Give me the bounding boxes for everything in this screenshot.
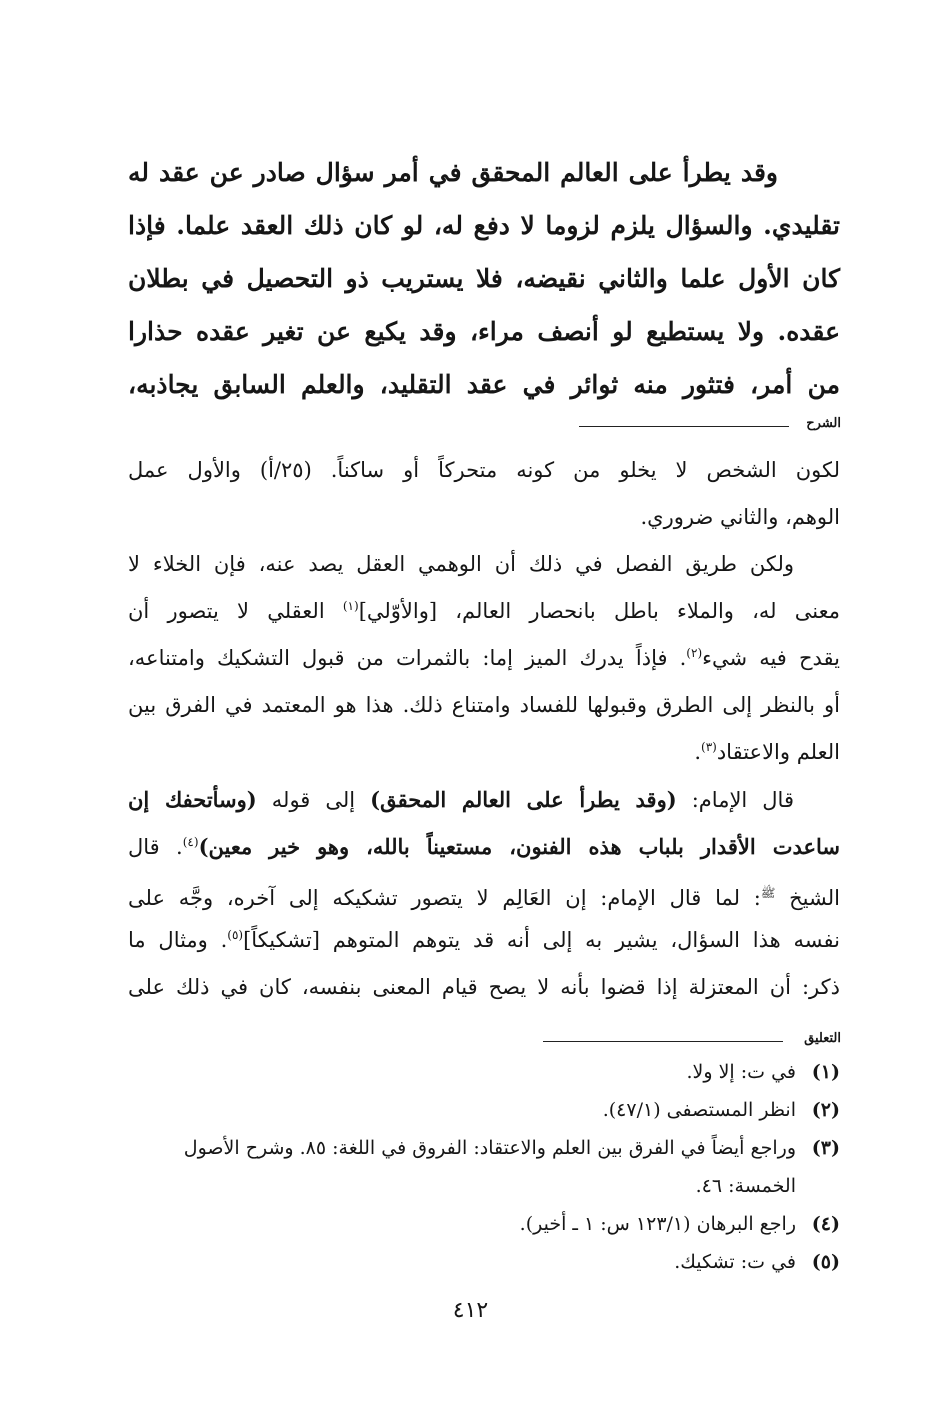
matn-text [128,146,840,411]
footnote-text [128,1129,796,1205]
taliq-divider [543,1041,783,1042]
sharh-line [128,729,840,776]
quoted-matn: ساعدت الأقدار بلباب هذه الفنون، مستعيناً بالله، وهو خير معين) [198,834,841,859]
sharh-text [128,447,840,1011]
text-run: معنى له، والملاء باطل بانحصار العالم، [والأوّلي] [358,599,840,623]
footnote-ref[interactable]: (٢) [686,646,703,660]
sharh-line [128,823,840,870]
footnote-text: في ت: تشكيك. [674,1251,796,1273]
text-run: إلى قوله [256,788,371,812]
text-run: نفسه هذا السؤال، يشير به إلى أنه قد يتوهم المتوهم [تشكيكاً] [243,928,840,952]
sharh-line: الوهم، والثاني ضروري. [640,505,840,529]
sharh-line [128,588,840,635]
footnote-number: (٤) [811,1213,840,1235]
footnote-text-line: وراجع أيضاً في الفرق بين العلم والاعتقاد: الفروق في اللغة: ٨٥. وشرح الأصول [183,1137,796,1159]
matn-line: من أمر، فتثور منه ثوائر في عقد التقليد، والعلم السابق يجاذبه، [128,370,840,399]
honorific-glyph: ﷺ [760,886,776,900]
text-run: يقدح فيه شيء [702,646,840,670]
footnote-item [128,1053,840,1091]
footnote-ref[interactable]: (٣) [701,740,717,754]
sharh-line [128,635,840,682]
taliq-label: التعليق [804,1031,841,1046]
sharh-line [128,776,840,823]
footnote-item [128,1205,840,1243]
taliq-section-label [101,1031,841,1053]
sharh-label: الشرح [806,416,841,431]
text-run: . [694,740,701,764]
quoted-matn: (وقد يطرأ على العالم المحقق) [370,787,677,812]
sharh-line: ولكن طريق الفصل في ذلك أن الوهمي العقل يصد عنه، فإن الخلاء لا [128,552,794,576]
footnote-ref[interactable]: (١) [342,599,359,613]
footnote-ref[interactable]: (٥) [227,928,244,942]
footnote-text-line: الخمسة: ٤٦. [695,1175,796,1197]
sharh-line: لكون الشخص لا يخلو من كونه متحركاً أو ساكناً. (٢٥/أ) والأول عمل [128,458,840,482]
footnote-number: (٥) [811,1251,840,1273]
matn-line: تقليدي. والسؤال يلزم لزوما لا دفع له، لو كان ذلك العقد علما. فإذا [128,211,840,240]
text-run: : لما قال الإمام: إن العَالِم لا يتصور تشكيكه إلى آخره، وجَّه على [128,886,761,910]
footnote-text: انظر المستصفى (٤٧/١). [602,1099,796,1121]
sharh-line: ذكر: أن المعتزلة إذا قضوا بأنه لا يصح قيام المعنى بنفسه، كان في ذلك على [128,975,840,999]
sharh-line [128,917,840,964]
text-run: العقلي لا يتصور أن [128,599,343,623]
text-run: الشيخ [775,886,840,910]
sharh-line: أو بالنظر إلى الطرق وقبولها للفساد وامتناع ذلك. هذا هو المعتمد في الفرق بين [128,693,840,717]
footnotes [128,1053,840,1281]
footnote-number: (٣) [811,1137,840,1159]
text-run: . قال [128,835,183,859]
footnote-item [128,1091,840,1129]
footnote-number: (٢) [811,1099,840,1121]
footnote-item [128,1243,840,1281]
footnote-item [128,1129,840,1205]
matn-line: وقد يطرأ على العالم المحقق في أمر سؤال صادر عن عقد له [128,158,778,187]
quoted-matn: (وسأتحفك إن [128,787,257,812]
sharh-divider [579,426,789,427]
text-run: . فإذاً يدرك الميز إما: بالثمرات من قبول التشكيك وامتناعه، [128,646,687,670]
footnote-ref[interactable]: (٤) [182,835,199,849]
matn-line: كان الأول علما والثاني نقيضه، فلا يستريب ذو التحصيل في بطلان [128,264,840,293]
sharh-section-label [101,416,841,438]
footnote-number: (١) [811,1061,840,1083]
matn-line: عقده. ولا يستطيع لو أنصف مراء، وقد يكيع عن تغير عقده حذارا [128,317,840,346]
text-run: العلم والاعتقاد [716,740,840,764]
text-run: قال الإمام: [676,788,794,812]
footnote-text: في ت: إلا ولا. [686,1061,796,1083]
text-run: . ومثال ما [128,928,228,952]
footnote-text: راجع البرهان (١٢٣/١ س: ١ ـ أخير). [519,1213,796,1235]
sharh-line [128,870,840,917]
page-number: ٤١٢ [452,1298,489,1323]
